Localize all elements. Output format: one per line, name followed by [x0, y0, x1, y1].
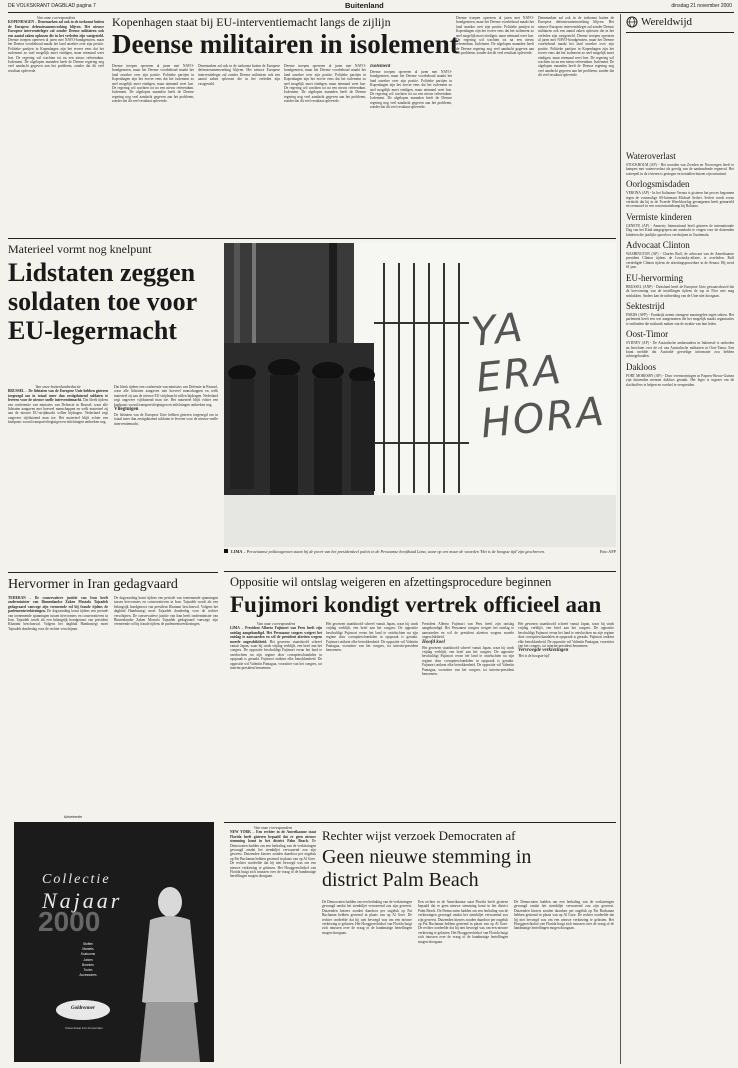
- denemarken-headline: Deense militairen in isolement: [112, 29, 459, 59]
- denemarken-byline: Van onze correspondent: [36, 16, 76, 20]
- iran-kicker: Hervormer in Iran gedagvaard: [8, 577, 178, 592]
- sidebar-item: [626, 212, 734, 237]
- fujimori-col3: [422, 622, 514, 817]
- caption-text: Peruviaanse politieagenten staan bij de poort van het presidentieel paleis in de Peruaanse hoofdstad Lima, waar op een muur de woorden 'Het is de hoogste tijd' zijn geschreven.: [246, 549, 546, 554]
- palmbeach-col2-text-b: De Democraten hadden om een herhaling van de verkiezingen gevraagd omdat het stembiljet verwarrend zou zijn geweest. Duizenden kiezers zouden daardoor per ongeluk op Pat Buchanan hebben gestemd in plaats van op Al Gore. De rechter oordeelde dat hij niet bevoegd was om een nieuwe verkiezing te gelasten. Het Hooggerechtshof van Florida buigt zich intussen over de vraag of de handmatige hertellingen mogen doorgaan.: [418, 908, 508, 944]
- ad-item: Broeken: [82, 962, 94, 967]
- masthead-rule: [8, 12, 734, 13]
- lidstaten-rule: [8, 572, 218, 573]
- sidebar-item: [626, 362, 734, 387]
- denemarken-rule: [8, 238, 616, 239]
- ad-item: Accessoires: [79, 973, 97, 978]
- globe-icon: [626, 16, 638, 28]
- ad-year: 2000: [38, 906, 101, 937]
- palmbeach-col3: [514, 900, 614, 1058]
- sidebar-item-body: PORT MORESBY (AP) - Door overstromingen in Papoea-Nieuw-Guinea zijn duizenden mensen dakloos geraakt. Het leger is ingezet om de slachtoffers te helpen en voedsel te verspreiden.: [626, 373, 734, 387]
- sidebar-title-rule: [626, 32, 734, 33]
- sidebar-header: [626, 16, 734, 28]
- palmbeach-col3-text: De Democraten hadden om een herhaling van de verkiezingen gevraagd omdat het stembiljet verwarrend zou zijn geweest. Duizenden kiezers zouden daardoor per ongeluk op Pat Buchanan hebben gestemd in plaats van op Al Gore. De rechter oordeelde dat hij niet bevoegd was om een nieuwe verkiezing te gelasten. Het Hooggerechtshof van Florida buigt zich intussen over de vraag of de handmatige hertellingen mogen doorgaan.: [514, 900, 614, 931]
- iran-col1: TEHERAN – De conservatieve justitie van Iran heeft onderminister van Binnenlandse Zaken Mostafa Tajzadeh gedagvaard vanwege zijn vermeende rol bij fraude tijdens de parlementsverkiezingen. De dagvaarding komt tijdens een periode van toenemende spanningen tussen hervormers en conservatieven in Iran. Tajzadeh wordt als een belangrijk bondgenoot van president Khatami beschouwd. Volgens het dagblad Hambastegi moet Tajzadeh donderdag voor de rechter verschijnen.: [8, 596, 108, 631]
- fujimori-subhead1: Hoofd koel: [422, 639, 445, 645]
- palmbeach-top-rule: [224, 822, 616, 823]
- iran-col2: [114, 596, 218, 808]
- denemarken-col6-text: Denemarken zal ook in de toekomst buiten de Europese defensiesamenwerking blijven. Het nieuwe Europese interventieleger zal zonder Deense militairen ook een aantal zaken oplossen die in het verleden zijn vastgesteld.: [538, 16, 614, 38]
- sidebar-item-title: Advocaat Clinton: [626, 240, 690, 251]
- sidebar-item-title: Sektestrijd: [626, 300, 665, 311]
- denemarken-intro: Van onze correspondent KOPENHAGEN – Denemarken zal ook in de toekomst buiten de Europese defensiesamenwerking blijven. Het nieuwe Europese interventieleger zal zonder Deense militairen ook een aantal zaken oplossen die in het verleden zijn vastgesteld. Deense troepen opereren al jaren met NAVO-bondgenoten, maar het Deense voorbehoud maakt het land onzeker over zijn positie. Politieke partijen in Kopenhagen zijn het erover eens dat het isolement zo snel mogelijk moet eindigen, maar niemand weet hoe. De regering wil wachten tot na een nieuw referendum. Isolement. De afgelopen maanden heeft de Deense regering nog veel aandacht gegeven aan het probleem, zonder dat dit veel resultaat opleverde.: [8, 16, 104, 73]
- sidebar-item-title: Vermiste kinderen: [626, 211, 692, 222]
- section-title: Buitenland: [345, 1, 384, 10]
- sidebar-item-title: EU-hervorming: [626, 272, 683, 283]
- sidebar-item: [626, 179, 734, 209]
- palmbeach-col1-text: De Democraten hadden om een herhaling van de verkiezingen gevraagd omdat het stembiljet verwarrend zou zijn geweest. Duizenden kiezers zouden daardoor per ongeluk op Pat Buchanan hebben gestemd in plaats van op Al Gore. De rechter oordeelde dat hij niet bevoegd was om een nieuwe verkiezing te gelasten. Het Hooggerechtshof van Florida buigt zich intussen over de vraag of de handmatige hertellingen mogen doorgaan.: [322, 900, 412, 935]
- denemarken-col4-text: Deense troepen opereren al jaren met NAVO-bondgenoten, maar het Deense voorbehoud maakt het land onzeker over zijn positie. Politieke partijen in Kopenhagen zijn het erover eens dat het isolement zo snel mogelijk moet eindigen, maar niemand weet hoe. De regering wil wachten tot na een nieuw referendum. Isolement. De afgelopen maanden heeft de Deense regering nog veel aandacht gegeven aan het probleem, zonder dat dit veel resultaat opleverde.: [370, 70, 452, 110]
- denemarken-col1: [112, 64, 194, 234]
- iran-body: De dagvaarding komt tijdens een periode van toenemende spanningen tussen hervormers en conservatieven in Iran. Tajzadeh wordt als een belangrijk bondgenoot van president Khatami beschouwd. Volgens het dagblad Hambastegi moet Tajzadeh donderdag voor de rechter verschijnen.: [8, 609, 108, 631]
- lidstaten-dateline: BRUSSEL: [8, 389, 25, 394]
- palmbeach-body-a: De Democraten hadden om een herhaling van de verkiezingen gevraagd omdat het stembiljet verwarrend zou zijn geweest. Duizenden kiezers zouden daardoor per ongeluk op Pat Buchanan hebben gestemd in plaats van op Al Gore. De rechter oordeelde dat hij niet bevoegd was om een nieuwe verkiezing te gelasten. Het Hooggerechtshof van Florida buigt zich intussen over de vraag of de handmatige hertellingen mogen doorgaan.: [230, 839, 316, 879]
- lidstaten-lead: De lidstaten van de Europese Unie hebben gisteren toegezegd om in totaal meer dan zestigduizend soldaten te leveren voor de nieuwe snelle interventiemacht.: [8, 389, 108, 403]
- ad-item: Jurken: [83, 957, 93, 962]
- denemarken-lead: Denemarken zal ook in de toekomst buiten de Europese defensiesamenwerking blijven. Het nieuwe Europese interventieleger zal zonder Deense militairen ook een aantal zaken oplossen die in het verleden zijn vastgesteld.: [8, 20, 104, 38]
- ad-label: Advertentie: [64, 815, 83, 819]
- fujimori-col4-text: Het gewezen staatshoofd schreef vanuit Japan, waar hij sinds vrijdag verblijft, een brief aan het congres. De oppositie beschuldigt Fujimori ervan het land te ontvluchten nu zijn regime door corruptieschandalen in opspraak is geraakt. Fujimori ontkent elke betrokkenheid. De oppositie wil Valentín Paniagua, voorzitter van het congres, tot interim-president benoemen.: [518, 622, 614, 649]
- denemarken-col2-text: Denemarken zal ook in de toekomst buiten de Europese defensiesamenwerking blijven. Het nieuwe Europese interventieleger zal zonder Deense militairen ook een aantal zaken oplossen die in het verleden zijn vastgesteld.: [198, 64, 280, 86]
- sidebar-item: [626, 151, 734, 176]
- masthead-left: DE VOLKSKRANT DAGBLAD pagina 7: [8, 3, 96, 9]
- lidstaten-col2-text-b: De lidstaten van de Europese Unie hebben gisteren toegezegd om in totaal meer dan zestigduizend soldaten te leveren voor de nieuwe snelle interventiemacht.: [114, 413, 218, 426]
- caption-label: LIMA: [231, 549, 243, 554]
- fujimori-subhead2: Vervroegde verkiezingen: [518, 648, 569, 654]
- fujimori-headline: Fujimori kondigt vertrek officieel aan: [230, 592, 602, 617]
- denemarken-col5-text: Deense troepen opereren al jaren met NAVO-bondgenoten, maar het Deense voorbehoud maakt het land onzeker over zijn positie. Politieke partijen in Kopenhagen zijn het erover eens dat het isolement zo snel mogelijk moet eindigen, maar niemand weet hoe. De regering wil wachten tot na een nieuw referendum. Isolement. De afgelopen maanden heeft de Deense regering nog veel aandacht gegeven aan het probleem, zonder dat dit veel resultaat opleverde.: [456, 16, 534, 56]
- sidebar-item-body: WASHINGTON (AP) - Charles Ruff, de advocaat van de Amerikaanse president Clinton tijdens de Lewinsky-affaire, is overleden. Ruff verdedigde Clinton tijdens de afzettingsprocedure in de Senaat. Hij werd 61 jaar.: [626, 252, 734, 270]
- denemarken-col6: [538, 16, 614, 234]
- sidebar-divider: [620, 14, 621, 1064]
- ad-brand: Goldrenner: [71, 1006, 95, 1011]
- palmbeach-byline: Van onze correspondent: [253, 826, 293, 830]
- fujimori-lead: President Alberto Fujimori van Peru heeft zijn ontslag aangekondigd. Het Peruaanse congres weigert het ontslag te aanvaarden en wil de president afzetten wegens morele ongeschiktheid.: [230, 626, 322, 644]
- sidebar-item-body: VERONA (AP) - In het Italiaanse Verona is gisteren het proces begonnen tegen de voormalige SS-luitenant Michael Seifert. Seifert wordt ervan verdacht dat hij in de Tweede Wereldoorlog gevangenen heeft gemarteld en vermoord in een concentratiekamp bij Bolzano.: [626, 191, 734, 209]
- ad-item: Kostuums: [80, 952, 96, 957]
- denemarken-col4: [370, 64, 452, 234]
- denemarken-col2: [198, 64, 280, 234]
- denemarken-body-a: Deense troepen opereren al jaren met NAVO-bondgenoten, maar het Deense voorbehoud maakt het land onzeker over zijn positie. Politieke partijen in Kopenhagen zijn het erover eens dat het isolement zo snel mogelijk moet eindigen, maar niemand weet hoe. De regering wil wachten tot na een nieuw referendum. Isolement. De afgelopen maanden heeft de Deense regering nog veel aandacht gegeven aan het probleem, zonder dat dit veel resultaat opleverde.: [8, 38, 104, 73]
- fujimori-col3-text: President Alberto Fujimori van Peru heeft zijn ontslag aangekondigd. Het Peruaanse congres weigert het ontslag te aanvaarden en wil de president afzetten wegens morele ongeschiktheid.: [422, 622, 514, 640]
- palmbeach-col1: [322, 900, 412, 1058]
- palmbeach-dateline: NEW YORK: [230, 830, 251, 835]
- palmbeach-lead: Een rechter in de Amerikaanse staat Florida heeft gisteren bepaald dat er geen nieuwe stemming komt in het district Palm Beach.: [230, 830, 316, 844]
- lidstaten-col2: [114, 385, 218, 567]
- palmbeach-intro: Van onze correspondent NEW YORK – Een rechter in de Amerikaanse staat Florida heeft gisteren bepaald dat er geen nieuwe stemming komt in het district Palm Beach. De Democraten hadden om een herhaling van de verkiezingen gevraagd omdat het stembiljet verwarrend zou zijn geweest. Duizenden kiezers zouden daardoor per ongeluk op Pat Buchanan hebben gestemd in plaats van op Al Gore. De rechter oordeelde dat hij niet bevoegd was om een nieuwe verkiezing te gelasten. Het Hooggerechtshof van Florida buigt zich intussen over de vraag of de handmatige hertellingen mogen doorgaan.: [230, 826, 316, 879]
- denemarken-subhead: Isolement: [370, 64, 391, 69]
- lidstaten-col1: Van onze buitenlandredactie BRUSSEL – De lidstaten van de Europese Unie hebben gisteren toegezegd om in totaal meer dan zestigduizend soldaten te leveren voor de nieuwe snelle interventiemacht. Dat bleek tijdens een conferentie van ministers van Defensie in Brussel, waar alle lidstaten aangaven met hoeveel manschappen en welk materieel zij aan de nieuwe EU-strijdmacht willen bijdragen. Nederland zegt ongeveer vijfduizend man toe. Het materieel blijft echter een knelpunt: vooral transportvliegtuigen en inlichtingen ontbreken nog.: [8, 385, 108, 425]
- sidebar-item: [626, 329, 734, 359]
- iran-col2-text-b: De conservatieve justitie van Iran heeft onderminister van Binnenlandse Zaken Mostafa Tajzadeh gedagvaard vanwege zijn vermeende rol bij fraude tijdens de parlementsverkiezingen.: [114, 613, 218, 627]
- denemarken-kicker: Kopenhagen staat bij EU-interventiemacht langs de zijlijn: [112, 15, 391, 29]
- denemarken-col3: [284, 64, 366, 234]
- fujimori-col3-text-b: Het gewezen staatshoofd schreef vanuit Japan, waar hij sinds vrijdag verblijft, een brief aan het congres. De oppositie beschuldigt Fujimori ervan het land te ontvluchten nu zijn regime door corruptieschandalen in opspraak is geraakt. Fujimori ontkent elke betrokkenheid. De oppositie wil Valentín Paniagua, voorzitter van het congres, tot interim-president benoemen.: [422, 645, 514, 677]
- fujimori-byline: Van onze correspondent: [256, 622, 296, 626]
- photo-rule: [224, 571, 616, 572]
- palmbeach-kicker: Rechter wijst verzoek Democraten af: [322, 828, 516, 843]
- lidstaten-kicker: Materieel vormt nog knelpunt: [8, 242, 152, 256]
- sidebar-item-title: Oost-Timor: [626, 329, 669, 340]
- caption-bullet: [224, 549, 228, 553]
- sidebar-item-body: SYDNEY (AP) - De Australische ambassadeur in Indonesië is ontboden na berichten over de rol van Australische militairen in Oost-Timor. Een krant meldde dat Australië gevoelige informatie zou hebben achtergehouden.: [626, 341, 734, 359]
- iran-lead: De conservatieve justitie van Iran heeft onderminister van Binnenlandse Zaken Mostafa Tajzadeh gedagvaard vanwege zijn vermeende rol bij fraude tijdens de parlementsverkiezingen.: [8, 596, 108, 614]
- fujimori-col1: Van onze correspondent LIMA – President Alberto Fujimori van Peru heeft zijn ontslag aangekondigd. Het Peruaanse congres weigert het ontslag te aanvaarden en wil de president afzetten wegens morele ongeschiktheid. Het gewezen staatshoofd schreef vanuit Japan, waar hij sinds vrijdag verblijft, een brief aan het congres. De oppositie beschuldigt Fujimori ervan het land te ontvluchten nu zijn regime door corruptieschandalen in opspraak is geraakt. Fujimori ontkent elke betrokkenheid. De oppositie wil Valentín Paniagua, voorzitter van het congres, tot interim-president benoemen.: [230, 622, 322, 671]
- sidebar-item-body: PARIJS (AFP) - Frankrijk neemt strengere maatregelen tegen sekten. Het parlement heeft een wet aangenomen die het mogelijk maakt organisaties te ontbinden die misbruik maken van de zwakte van hun leden.: [626, 312, 734, 326]
- sidebar: [626, 16, 734, 1064]
- graffiti-text: YA ERA HORA: [469, 304, 608, 448]
- denemarken-col3-text: Deense troepen opereren al jaren met NAVO-bondgenoten, maar het Deense voorbehoud maakt het land onzeker over zijn positie. Politieke partijen in Kopenhagen zijn het erover eens dat het isolement zo snel mogelijk moet eindigen, maar niemand weet hoe. De regering wil wachten tot na een nieuw referendum. Isolement. De afgelopen maanden heeft de Deense regering nog veel aandacht gegeven aan het probleem, zonder dat dit veel resultaat opleverde.: [284, 64, 366, 104]
- ad-title-bottom: Najaar: [42, 888, 123, 913]
- sidebar-item-title: Oorlogsmisdaden: [626, 179, 690, 190]
- denemarken-col6-text-b: Deense troepen opereren al jaren met NAVO-bondgenoten, maar het Deense voorbehoud maakt het land onzeker over zijn positie. Politieke partijen in Kopenhagen zijn het erover eens dat het isolement zo snel mogelijk moet eindigen, maar niemand weet hoe. De regering wil wachten tot na een nieuw referendum. Isolement. De afgelopen maanden heeft de Deense regering nog veel aandacht gegeven aan het probleem, zonder dat dit veel resultaat opleverde.: [538, 33, 614, 78]
- lidstaten-subhead: Vliegtuigen: [114, 407, 139, 413]
- photo-caption: LIMA – Peruviaanse politieagenten staan bij de poort van het presidentieel paleis in de Peruaanse hoofdstad Lima, waar op een muur de woorden 'Het is de hoogste tijd' zijn geschreven. Foto AFP: [224, 549, 616, 569]
- sidebar-item: [626, 273, 734, 298]
- sidebar-item-body: STOCKHOLM (AP) - Het noorden van Zweden en Noorwegen heeft te kampen met wateroverlast als gevolg van de aanhoudende regenval. Het waterpeil in de rivieren is gestegen en tientallen huizen zijn ontruimd.: [626, 163, 734, 176]
- fujimori-dateline: LIMA: [230, 626, 240, 631]
- denemarken-col5: [456, 16, 534, 234]
- sidebar-item-title: Wateroverlast: [626, 151, 676, 161]
- sidebar-item: [626, 240, 734, 270]
- denemarken-col1-text: Deense troepen opereren al jaren met NAVO-bondgenoten, maar het Deense voorbehoud maakt het land onzeker over zijn positie. Politieke partijen in Kopenhagen zijn het erover eens dat het isolement zo snel mogelijk moet eindigen, maar niemand weet hoe. De regering wil wachten tot na een nieuw referendum. Isolement. De afgelopen maanden heeft de Deense regering nog veel aandacht gegeven aan het probleem, zonder dat dit veel resultaat opleverde.: [112, 64, 194, 104]
- iran-dateline: TEHERAN: [8, 596, 26, 600]
- advertisement[interactable]: [14, 822, 214, 1062]
- lidstaten-byline: Van onze buitenlandredactie: [35, 385, 81, 389]
- news-photo: [224, 243, 616, 547]
- palmbeach-col2-text: Een rechter in de Amerikaanse staat Florida heeft gisteren bepaald dat er geen nieuwe stemming komt in het district Palm Beach.: [418, 900, 508, 913]
- fujimori-col2-text: Het gewezen staatshoofd schreef vanuit Japan, waar hij sinds vrijdag verblijft, een brief aan het congres. De oppositie beschuldigt Fujimori ervan het land te ontvluchten nu zijn regime door corruptieschandalen in opspraak is geraakt. Fujimori ontkent elke betrokkenheid. De oppositie wil Valentín Paniagua, voorzitter van het congres, tot interim-president benoemen.: [326, 622, 418, 653]
- ad-model-figure: [130, 882, 214, 1062]
- palmbeach-col2: [418, 900, 508, 1058]
- ad-item: Truien: [83, 968, 93, 973]
- masthead-date: dinsdag 21 november 2000: [671, 3, 732, 9]
- fujimori-kicker: Oppositie wil ontslag weigeren en afzettingsprocedure beginnen: [230, 575, 552, 589]
- ad-address: Kalverstraat 101 Amsterdam: [65, 1026, 103, 1030]
- ad-item: Stoffen: [82, 942, 94, 946]
- fujimori-col4: [518, 622, 614, 817]
- fujimori-col2: [326, 622, 418, 817]
- sidebar-item: [626, 301, 734, 326]
- denemarken-dateline: KOPENHAGEN: [8, 20, 34, 25]
- sidebar-item-title: Dakloos: [626, 361, 656, 372]
- palmbeach-headline: Geen nieuwe stemming in district Palm Beach: [322, 846, 532, 891]
- ad-title-top: Collectie: [42, 872, 111, 887]
- lidstaten-body-a: Dat bleek tijdens een conferentie van ministers van Defensie in Brussel, waar alle lidstaten aangaven met hoeveel manschappen en welk materieel zij aan de nieuwe EU-strijdmacht willen bijdragen. Nederland zegt ongeveer vijfduizend man toe. Het materieel blijft echter een knelpunt: vooral transportvliegtuigen en inlichtingen ontbreken nog.: [8, 398, 108, 425]
- fujimori-quote: 'Het is de hoogste tijd': [518, 654, 550, 659]
- fujimori-body-a: Het gewezen staatshoofd schreef vanuit Japan, waar hij sinds vrijdag verblijft, een brief aan het congres. De oppositie beschuldigt Fujimori ervan het land te ontvluchten nu zijn regime door corruptieschandalen in opspraak is geraakt. Fujimori ontkent elke betrokkenheid. De oppositie wil Valentín Paniagua, voorzitter van het congres, tot interim-president benoemen.: [230, 639, 322, 671]
- ad-item: Mantels: [82, 947, 94, 952]
- lidstaten-headline: Lidstaten zeggen soldaten toe voor EU-legermacht: [8, 258, 197, 345]
- sidebar-item-body: BRUSSEL (ANP) - Duitsland heeft de Europese Unie gewaarschuwd dat de hervorming van de instellingen tijdens de top in Nice niet mag mislukken. Anders kan de uitbreiding van de Unie niet doorgaan.: [626, 284, 734, 298]
- sidebar-item-body: GENEVE (AP) - Amnesty International heeft gisteren de internationale Dag van het Kind aangegrepen om aandacht te vragen voor de duizenden kinderen die jaarlijks spoorloos verdwijnen in Guatemala.: [626, 223, 734, 237]
- iran-col2-text: De dagvaarding komt tijdens een periode van toenemende spanningen tussen hervormers en conservatieven in Iran. Tajzadeh wordt als een belangrijk bondgenoot van president Khatami beschouwd. Volgens het dagblad Hambastegi moet Tajzadeh donderdag voor de rechter verschijnen.: [114, 596, 218, 618]
- lidstaten-col2-text: Dat bleek tijdens een conferentie van ministers van Defensie in Brussel, waar alle lidstaten aangaven met hoeveel manschappen en welk materieel zij aan de nieuwe EU-strijdmacht willen bijdragen. Nederland zegt ongeveer vijfduizend man toe. Het materieel blijft echter een knelpunt: vooral transportvliegtuigen en inlichtingen ontbreken nog.: [114, 385, 218, 407]
- ad-items: [58, 942, 118, 978]
- sidebar-title: Wereldwijd: [641, 16, 693, 28]
- photo-credit: Foto AFP: [599, 549, 616, 554]
